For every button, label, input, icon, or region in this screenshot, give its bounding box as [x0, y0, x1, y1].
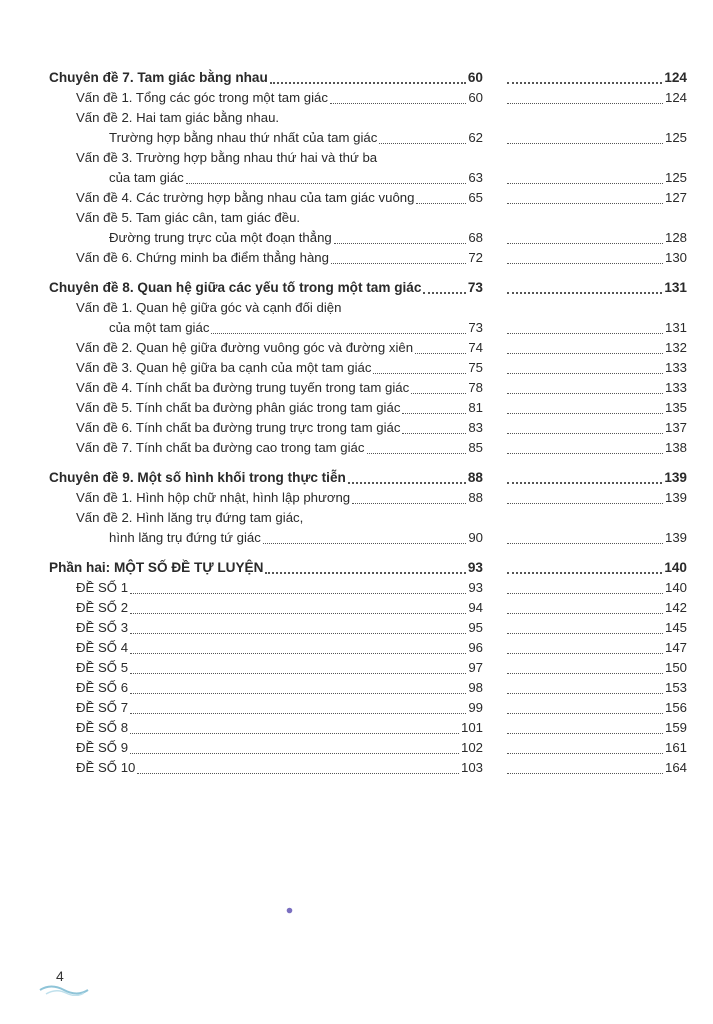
toc-entry[interactable] — [0, 188, 713, 208]
leader-dots — [507, 203, 663, 204]
toc-entry[interactable] — [0, 508, 713, 528]
answer-page-ref: 131 — [664, 280, 687, 295]
page-ref: 96 — [468, 640, 483, 655]
answer-page-ref: 139 — [664, 490, 687, 505]
answer-page-ref: 145 — [664, 620, 687, 635]
leader-dots — [186, 183, 467, 184]
leader-dots — [507, 103, 663, 104]
toc-entry[interactable] — [0, 298, 713, 318]
answer-page-ref: 138 — [664, 440, 687, 455]
toc-entry[interactable] — [0, 338, 713, 358]
toc-entry[interactable] — [0, 418, 713, 438]
toc-heading-label: Chuyên đề 8. Quan hệ giữa các yếu tố trong một tam giác — [49, 280, 422, 295]
answer-page-ref: 124 — [664, 70, 687, 85]
toc-exam-entry-label: ĐỀ SỐ 8 — [76, 720, 129, 735]
answer-page-ref: 142 — [664, 600, 687, 615]
toc-entry-label: Trường hợp bằng nhau thứ nhất của tam giác — [109, 130, 378, 145]
decorative-dot-icon — [286, 907, 293, 914]
toc-exam-entry-label: ĐỀ SỐ 10 — [76, 760, 136, 775]
leader-dots — [352, 503, 466, 504]
toc-entry[interactable] — [0, 148, 713, 168]
page-ref: 93 — [467, 560, 483, 575]
toc-heading[interactable] — [0, 278, 713, 298]
toc-exam-entry-label: ĐỀ SỐ 7 — [76, 700, 129, 715]
toc-entry[interactable] — [0, 318, 713, 338]
leader-dots — [415, 353, 466, 354]
toc-exam-entry-label: ĐỀ SỐ 6 — [76, 680, 129, 695]
answer-page-ref: 124 — [664, 90, 687, 105]
leader-dots — [402, 433, 466, 434]
toc-entry-label: Vấn đề 4. Các trường hợp bằng nhau của tam giác vuông — [76, 190, 415, 205]
leader-dots — [507, 653, 663, 654]
page-ref: 68 — [468, 230, 483, 245]
page-ref: 72 — [468, 250, 483, 265]
answer-page-ref: 127 — [664, 190, 687, 205]
answer-page-ref: 139 — [664, 530, 687, 545]
toc-exam-entry[interactable] — [0, 698, 713, 718]
toc-heading-label: Phần hai: MỘT SỐ ĐỀ TỰ LUYỆN — [49, 560, 264, 575]
leader-dots — [130, 713, 466, 714]
leader-dots — [270, 82, 466, 84]
toc-entry-label: Vấn đề 1. Quan hệ giữa góc và cạnh đối diện — [76, 300, 342, 315]
leader-dots — [348, 482, 466, 484]
answer-page-ref: 140 — [664, 560, 687, 575]
leader-dots — [130, 593, 466, 594]
toc-entry-label: Đường trung trực của một đoạn thẳng — [109, 230, 332, 245]
leader-dots — [130, 673, 466, 674]
answer-page-ref: 139 — [664, 470, 687, 485]
leader-dots — [507, 292, 662, 294]
toc-exam-entry-label: ĐỀ SỐ 2 — [76, 600, 129, 615]
answer-page-ref: 140 — [664, 580, 687, 595]
leader-dots — [507, 373, 663, 374]
leader-dots — [507, 82, 662, 84]
page-ref: 74 — [468, 340, 483, 355]
leader-dots — [416, 203, 466, 204]
answer-page-ref: 135 — [664, 400, 687, 415]
answer-page-ref: 156 — [664, 700, 687, 715]
page-ref: 65 — [468, 190, 483, 205]
answer-page-ref: 125 — [664, 170, 687, 185]
toc-entry-label: Vấn đề 1. Hình hộp chữ nhật, hình lập phương — [76, 490, 351, 505]
leader-dots — [507, 263, 663, 264]
toc-entry[interactable] — [0, 228, 713, 248]
leader-dots — [507, 613, 663, 614]
answer-page-ref: 125 — [664, 130, 687, 145]
leader-dots — [507, 693, 663, 694]
leader-dots — [507, 503, 663, 504]
page-ref: 88 — [467, 470, 483, 485]
leader-dots — [130, 633, 466, 634]
toc-heading[interactable] — [0, 558, 713, 578]
answer-page-ref: 130 — [664, 250, 687, 265]
leader-dots — [507, 633, 663, 634]
leader-dots — [507, 773, 663, 774]
page-ref: 73 — [468, 320, 483, 335]
leader-dots — [263, 543, 467, 544]
leader-dots — [507, 753, 663, 754]
toc-entry-label: Vấn đề 2. Quan hệ giữa đường vuông góc và đường xiên — [76, 340, 414, 355]
page-ref: 78 — [468, 380, 483, 395]
toc-entry[interactable] — [0, 88, 713, 108]
page-ref: 98 — [468, 680, 483, 695]
leader-dots — [130, 753, 459, 754]
page-ref: 85 — [468, 440, 483, 455]
answer-page-ref: 133 — [664, 380, 687, 395]
leader-dots — [507, 572, 662, 574]
toc-entry-label: Vấn đề 5. Tính chất ba đường phân giác trong tam giác — [76, 400, 401, 415]
toc-entry[interactable] — [0, 438, 713, 458]
toc-exam-entry[interactable] — [0, 718, 713, 738]
page-ref: 83 — [468, 420, 483, 435]
page-ref: 73 — [467, 280, 483, 295]
toc-entry[interactable] — [0, 378, 713, 398]
leader-dots — [130, 613, 466, 614]
toc-exam-entry-label: ĐỀ SỐ 4 — [76, 640, 129, 655]
leader-dots — [507, 673, 663, 674]
page-ref: 103 — [460, 760, 483, 775]
leader-dots — [367, 453, 467, 454]
toc-entry-label: của tam giác — [109, 170, 184, 185]
leader-dots — [507, 353, 663, 354]
leader-dots — [507, 333, 663, 334]
leader-dots — [507, 243, 663, 244]
toc-entry[interactable] — [0, 488, 713, 508]
answer-page-ref: 128 — [664, 230, 687, 245]
toc-entry[interactable] — [0, 528, 713, 548]
toc-entry-label: Vấn đề 2. Hai tam giác bằng nhau. — [76, 110, 280, 125]
toc-entry[interactable] — [0, 358, 713, 378]
leader-dots — [507, 593, 663, 594]
page-ref: 60 — [467, 70, 483, 85]
toc-exam-entry[interactable] — [0, 638, 713, 658]
answer-page-ref: 150 — [664, 660, 687, 675]
toc-entry-label: Vấn đề 2. Hình lăng trụ đứng tam giác, — [76, 510, 304, 525]
toc-entry-label: hình lăng trụ đứng tứ giác — [109, 530, 261, 545]
toc-section — [0, 278, 713, 458]
leader-dots — [507, 413, 663, 414]
toc-exam-entry[interactable] — [0, 678, 713, 698]
leader-dots — [130, 653, 466, 654]
toc-entry[interactable] — [0, 168, 713, 188]
toc-entry[interactable] — [0, 208, 713, 228]
toc-exam-entry[interactable] — [0, 738, 713, 758]
toc-heading-label: Chuyên đề 7. Tam giác bằng nhau — [49, 70, 268, 85]
toc-exam-entry[interactable] — [0, 758, 713, 778]
leader-dots — [507, 433, 663, 434]
page-wave-icon — [38, 982, 90, 996]
toc-entry-label: Vấn đề 1. Tổng các góc trong một tam giác — [76, 90, 328, 105]
page-ref: 88 — [468, 490, 483, 505]
leader-dots — [373, 373, 466, 374]
page-ref: 94 — [468, 600, 483, 615]
page-ref: 63 — [468, 170, 483, 185]
toc-entry-label: Vấn đề 3. Trường hợp bằng nhau thứ hai và thứ ba — [76, 150, 378, 165]
page-ref: 90 — [468, 530, 483, 545]
leader-dots — [507, 453, 663, 454]
leader-dots — [507, 733, 663, 734]
toc-entry-label: Vấn đề 3. Quan hệ giữa ba cạnh của một tam giác — [76, 360, 372, 375]
page-ref: 97 — [468, 660, 483, 675]
leader-dots — [330, 103, 466, 104]
toc-section — [0, 558, 713, 778]
page-ref: 62 — [468, 130, 483, 145]
leader-dots — [130, 733, 459, 734]
page-ref: 75 — [468, 360, 483, 375]
leader-dots — [402, 413, 466, 414]
leader-dots — [507, 543, 663, 544]
leader-dots — [411, 393, 466, 394]
toc-entry-label: Vấn đề 6. Chứng minh ba điểm thẳng hàng — [76, 250, 329, 265]
toc-entry-label: của một tam giác — [109, 320, 210, 335]
toc-exam-entry[interactable] — [0, 618, 713, 638]
answer-page-ref: 147 — [664, 640, 687, 655]
toc-exam-entry-label: ĐỀ SỐ 1 — [76, 580, 129, 595]
page-ref: 95 — [468, 620, 483, 635]
toc-exam-entry[interactable] — [0, 598, 713, 618]
leader-dots — [507, 393, 663, 394]
leader-dots — [137, 773, 459, 774]
answer-page-ref: 131 — [664, 320, 687, 335]
page-number: 4 — [56, 968, 64, 984]
page-ref: 93 — [468, 580, 483, 595]
toc-section — [0, 68, 713, 268]
page-ref: 81 — [468, 400, 483, 415]
toc-entry[interactable] — [0, 248, 713, 268]
answer-page-ref: 132 — [664, 340, 687, 355]
leader-dots — [507, 183, 663, 184]
answer-page-ref: 164 — [664, 760, 687, 775]
leader-dots — [130, 693, 466, 694]
toc-exam-entry-label: ĐỀ SỐ 9 — [76, 740, 129, 755]
toc-entry[interactable] — [0, 128, 713, 148]
leader-dots — [379, 143, 466, 144]
toc-entry-label: Vấn đề 7. Tính chất ba đường cao trong tam giác — [76, 440, 365, 455]
leader-dots — [211, 333, 466, 334]
leader-dots — [334, 243, 467, 244]
leader-dots — [507, 482, 662, 484]
toc-heading[interactable] — [0, 68, 713, 88]
toc-heading-label: Chuyên đề 9. Một số hình khối trong thực tiễn — [49, 470, 346, 485]
toc-exam-entry[interactable] — [0, 658, 713, 678]
toc-entry[interactable] — [0, 398, 713, 418]
page-ref: 102 — [460, 740, 483, 755]
answer-page-ref: 153 — [664, 680, 687, 695]
answer-page-ref: 161 — [664, 740, 687, 755]
toc-section — [0, 468, 713, 548]
page-ref: 101 — [460, 720, 483, 735]
toc-entry-label: Vấn đề 5. Tam giác cân, tam giác đều. — [76, 210, 301, 225]
answer-page-ref: 133 — [664, 360, 687, 375]
toc-exam-entry-label: ĐỀ SỐ 3 — [76, 620, 129, 635]
table-of-contents — [0, 68, 713, 788]
leader-dots — [265, 572, 465, 574]
leader-dots — [507, 713, 663, 714]
toc-exam-entry[interactable] — [0, 578, 713, 598]
page-ref: 60 — [468, 90, 483, 105]
toc-entry-label: Vấn đề 6. Tính chất ba đường trung trực trong tam giác — [76, 420, 401, 435]
toc-entry-label: Vấn đề 4. Tính chất ba đường trung tuyến trong tam giác — [76, 380, 410, 395]
answer-page-ref: 137 — [664, 420, 687, 435]
toc-entry[interactable] — [0, 108, 713, 128]
answer-page-ref: 159 — [664, 720, 687, 735]
leader-dots — [423, 292, 465, 294]
toc-exam-entry-label: ĐỀ SỐ 5 — [76, 660, 129, 675]
leader-dots — [331, 263, 466, 264]
leader-dots — [507, 143, 663, 144]
toc-heading[interactable] — [0, 468, 713, 488]
page-ref: 99 — [468, 700, 483, 715]
